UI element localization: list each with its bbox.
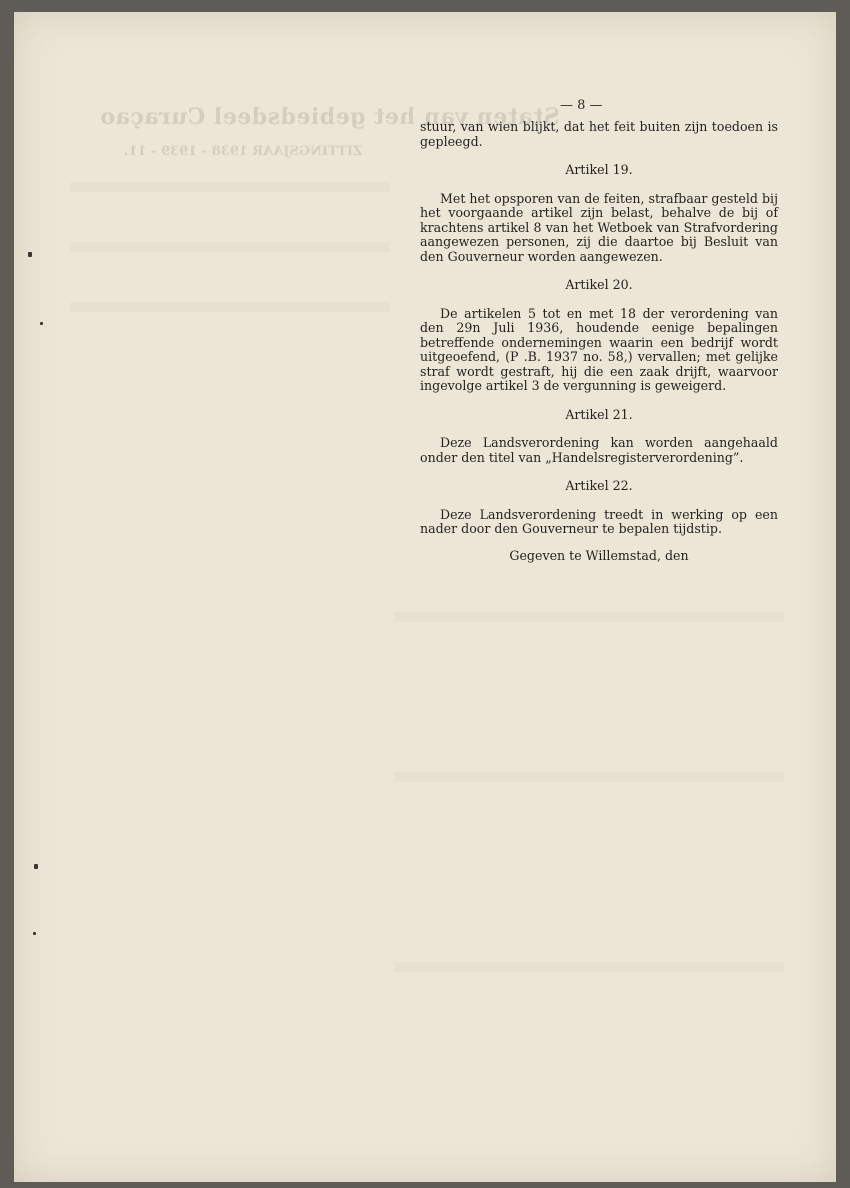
punch-mark — [28, 252, 32, 257]
article-heading: Artikel 21. — [565, 406, 633, 422]
bleed-through-subtitle: ZITTINGSJAAR 1938 - 1939 - 11. — [124, 144, 363, 159]
bleed-through-title: Staten van het gebiedsdeel Curaçao — [100, 104, 560, 130]
body-paragraph: De artikelen 5 tot en met 18 der verordening van den 29n Juli 1936, houdende eenige bepalingen betreffende ondernemingen waarin een bedrijf wordt uitgeoefend, (P .B. 1937 no. 58,) vervallen; met gelijke straf wordt gestraft, hij die een zaak drijft, waarvoor ingevolge artikel 3 de vergunning is geweigerd. — [420, 305, 778, 393]
body-paragraph: Met het opsporen van de feiten, strafbaar gesteld bij het voorgaande artikel zijn belast, behalve de bij of krachtens artikel 8 van het Wetboek van Strafvordering aangewezen personen, zij die daartoe bij Besluit van den Gouverneur worden aangewezen. — [420, 190, 778, 264]
article-heading: Artikel 19. — [565, 162, 633, 177]
bleed-through-text — [70, 242, 390, 252]
page-number: — 8 — — [560, 98, 603, 113]
body-paragraph: Deze Landsverordening kan worden aangehaald onder den titel van „Handelsregisterverordening”. — [420, 435, 778, 465]
article-heading: Artikel 22. — [565, 478, 633, 493]
body-paragraph: stuur, van wien blijkt, dat het feit buiten zijn toedoen is gepleegd. — [420, 119, 778, 149]
bleed-through-text — [394, 612, 784, 622]
punch-mark — [34, 864, 38, 869]
closing-line: Gegeven te Willemstad, den — [509, 547, 689, 563]
bleed-through-text — [394, 772, 784, 782]
bleed-through-text — [70, 182, 390, 192]
punch-mark — [33, 932, 36, 935]
bleed-through-text — [394, 962, 784, 972]
article-heading: Artikel 20. — [565, 277, 633, 292]
body-paragraph: Deze Landsverordening treedt in werking op een nader door den Gouverneur te bepalen tijdstip. — [420, 506, 778, 536]
punch-mark — [40, 322, 43, 325]
bleed-through-text — [70, 302, 390, 312]
document-body — [420, 120, 778, 563]
